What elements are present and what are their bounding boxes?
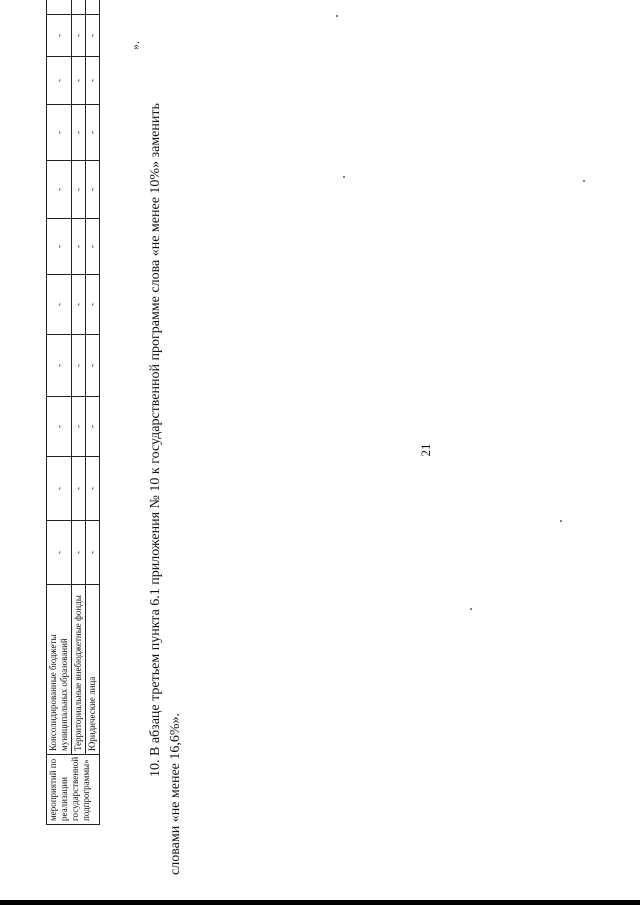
value-cell <box>72 0 86 15</box>
value-cell: - <box>72 161 86 219</box>
value-cell: - <box>47 161 72 219</box>
table-row <box>72 0 86 825</box>
value-cell: - <box>72 335 86 397</box>
scan-speck <box>343 176 345 178</box>
scan-speck <box>583 180 585 182</box>
paragraph-line: 10. В абзаце третьем пункта 6.1 приложения № 10 к государственной программе слова «не менее 10%» заменить <box>148 103 163 777</box>
scan-speck <box>336 15 338 17</box>
scan-speck <box>470 608 472 610</box>
value-cell: - <box>47 335 72 397</box>
table-row <box>86 0 100 825</box>
value-cell: - <box>86 335 100 397</box>
table-row <box>47 0 72 825</box>
amendment-paragraph <box>146 25 186 875</box>
source-cell: Консолидированные бюджеты муниципальных образований <box>47 585 72 755</box>
value-cell: - <box>86 521 100 585</box>
source-cell: Территориальные внебюджетные фонды <box>72 585 86 755</box>
value-cell: - <box>72 397 86 457</box>
financing-table <box>46 0 100 825</box>
scan-speck <box>560 520 562 522</box>
value-cell: - <box>86 457 100 521</box>
value-cell: - <box>47 521 72 585</box>
value-cell: - <box>47 105 72 161</box>
value-cell: - <box>72 219 86 275</box>
value-cell: - <box>86 219 100 275</box>
value-cell: - <box>72 15 86 57</box>
value-cell: - <box>72 521 86 585</box>
value-cell: - <box>47 457 72 521</box>
value-cell <box>47 0 72 15</box>
source-cell: Юридические лица <box>86 585 100 755</box>
value-cell: - <box>86 397 100 457</box>
closing-quote: ». <box>128 41 142 50</box>
value-cell <box>86 0 100 15</box>
value-cell: - <box>86 105 100 161</box>
value-cell: - <box>72 457 86 521</box>
value-cell: - <box>47 275 72 335</box>
value-cell: - <box>72 105 86 161</box>
value-cell: - <box>86 15 100 57</box>
value-cell: - <box>47 397 72 457</box>
value-cell: - <box>72 275 86 335</box>
value-cell: - <box>86 275 100 335</box>
value-cell: - <box>47 219 72 275</box>
value-cell: - <box>86 161 100 219</box>
paragraph-line: словами «не менее 16,6%». <box>168 712 183 875</box>
page-number: 21 <box>418 443 433 457</box>
program-cell: мероприятий по реализации государственной подпрограммы» <box>47 755 100 825</box>
value-cell: - <box>47 15 72 57</box>
scan-edge <box>0 900 640 905</box>
value-cell: - <box>86 57 100 105</box>
value-cell: - <box>72 57 86 105</box>
value-cell: - <box>47 57 72 105</box>
